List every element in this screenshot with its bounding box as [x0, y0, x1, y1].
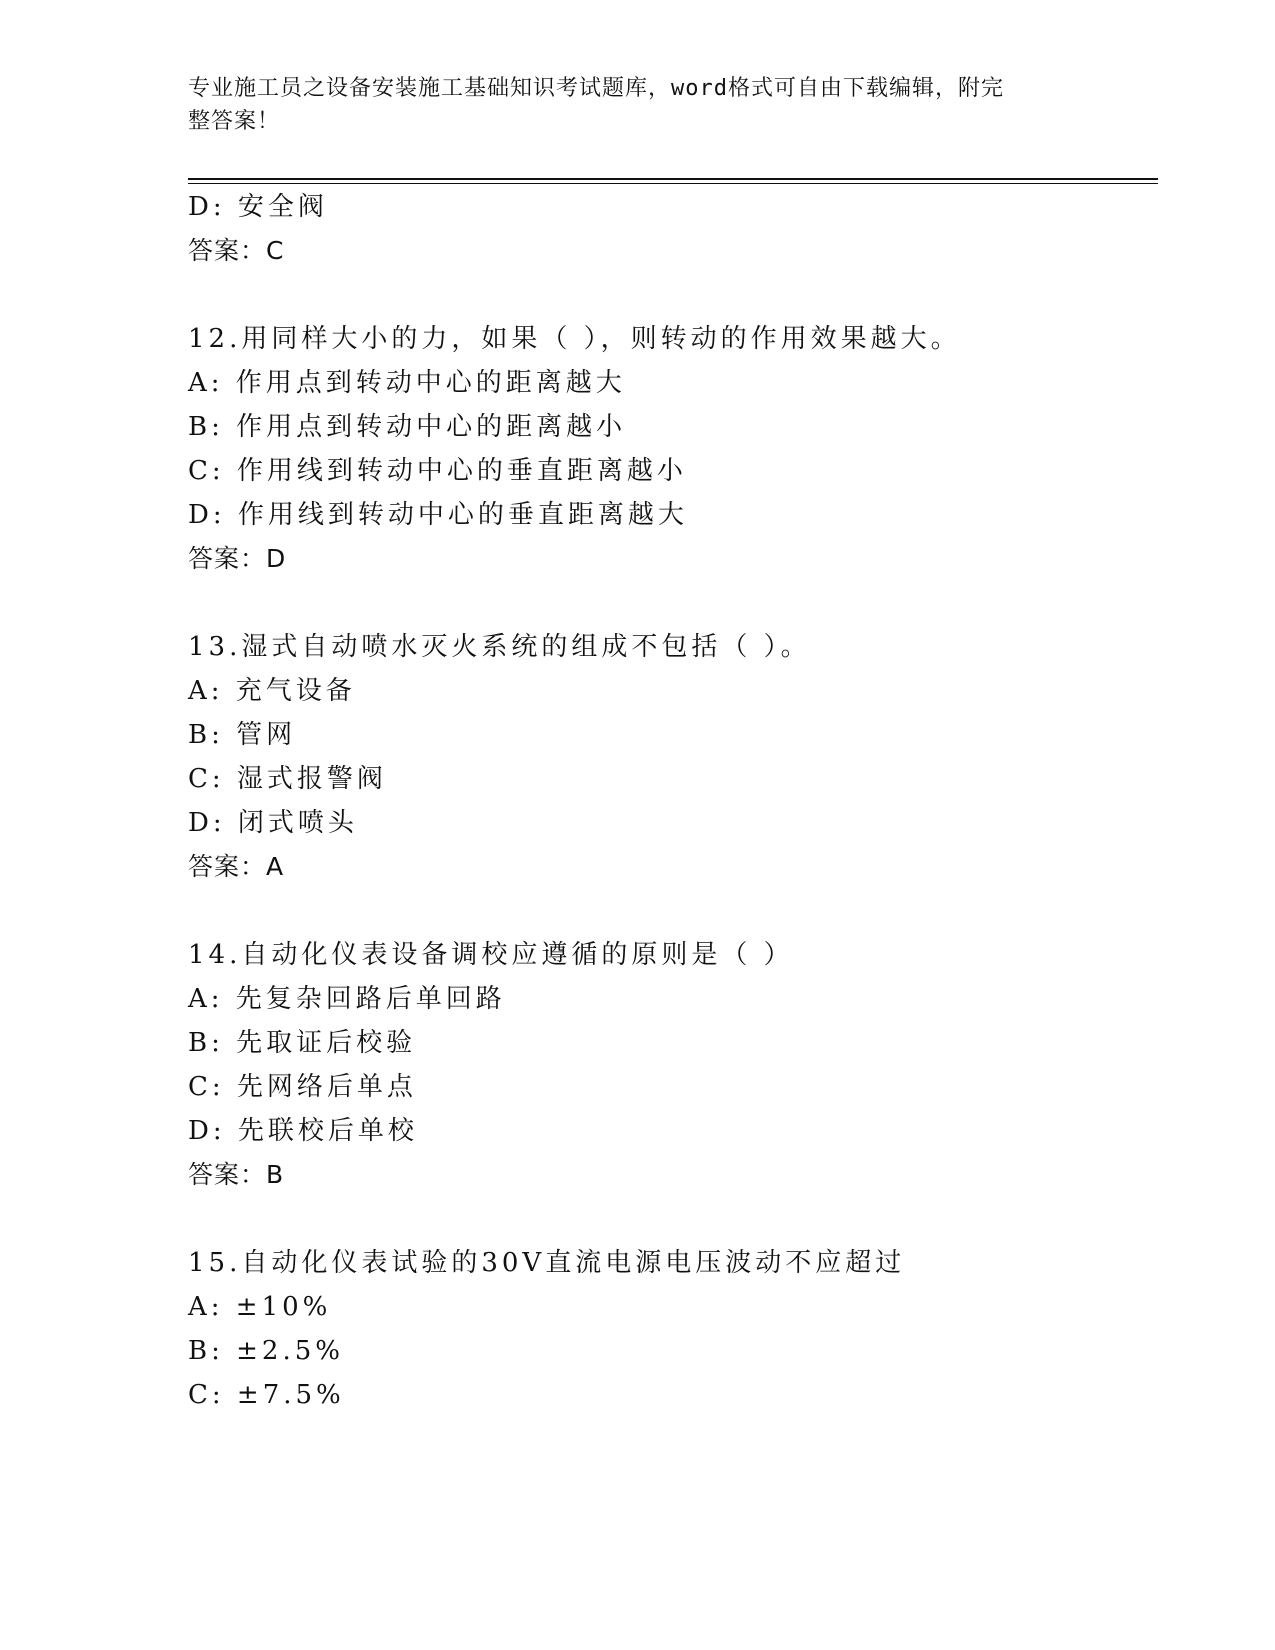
question-13-option-d: D: 闭式喷头 [188, 808, 358, 838]
question-13-stem: 13.湿式自动喷水灭火系统的组成不包括（ ）。 [188, 632, 811, 662]
question-13-answer: 答案：A [188, 852, 285, 881]
document-header [188, 72, 1068, 138]
question-14-option-d: D: 先联校后单校 [188, 1116, 418, 1146]
header-divider-thin [188, 183, 1158, 184]
question-14-answer: 答案：B [188, 1160, 285, 1189]
question-12-option-a: A: 作用点到转动中心的距离越大 [188, 368, 626, 398]
prev-option-d: D: 安全阀 [188, 192, 328, 222]
prev-answer: 答案：C [188, 236, 285, 265]
question-12-answer: 答案：D [188, 544, 287, 573]
question-14-option-a: A: 先复杂回路后单回路 [188, 984, 506, 1014]
question-15-option-c: C: ±7.5% [188, 1380, 345, 1410]
question-12-option-c: C: 作用线到转动中心的垂直距离越小 [188, 456, 687, 486]
question-13-option-a: A: 充气设备 [188, 676, 356, 706]
question-13-option-b: B: 管网 [188, 720, 297, 750]
question-13-option-c: C: 湿式报警阀 [188, 764, 387, 794]
question-12-option-b: B: 作用点到转动中心的距离越小 [188, 412, 627, 442]
question-15-option-a: A: ±10% [188, 1292, 332, 1322]
header-line-1: 专业施工员之设备安装施工基础知识考试题库，word格式可自由下载编辑，附完 [188, 76, 1004, 101]
question-12-stem: 12.用同样大小的力，如果（ ），则转动的作用效果越大。 [188, 324, 961, 354]
header-line-2: 整答案！ [188, 109, 281, 134]
question-15-stem: 15.自动化仪表试验的30V直流电源电压波动不应超过 [188, 1248, 906, 1278]
question-14-option-c: C: 先网络后单点 [188, 1072, 417, 1102]
header-divider [188, 178, 1158, 180]
question-15-option-b: B: ±2.5% [188, 1336, 344, 1366]
question-14-stem: 14.自动化仪表设备调校应遵循的原则是（ ） [188, 940, 794, 970]
question-14-option-b: B: 先取证后校验 [188, 1028, 417, 1058]
question-12-option-d: D: 作用线到转动中心的垂直距离越大 [188, 500, 688, 530]
